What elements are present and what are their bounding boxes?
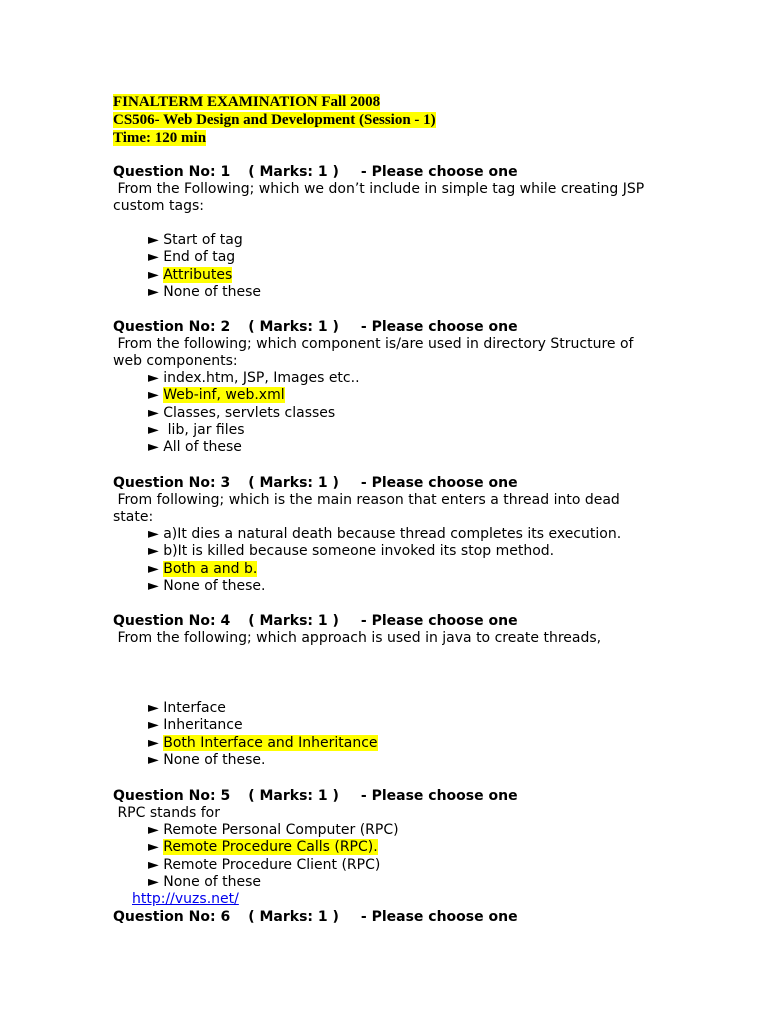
answer-option: ► Start of tag <box>148 232 243 248</box>
question-text: From the Following; which we don’t include in simple tag while creating JSP custom tags: <box>113 181 649 214</box>
question-number: Question No: 3 <box>113 475 231 491</box>
answer-option: ► Interface <box>148 700 226 716</box>
answer-options <box>148 370 673 456</box>
question-marks: ( Marks: 1 ) <box>248 909 339 925</box>
answer-option: ► lib, jar files <box>148 421 245 438</box>
question-heading <box>113 613 673 630</box>
question-6 <box>113 909 673 926</box>
question-5 <box>113 788 673 891</box>
question-heading <box>113 475 673 492</box>
question-2 <box>113 319 673 456</box>
question-instruction: - Please choose one <box>360 613 518 629</box>
question-heading <box>113 788 673 805</box>
question-number: Question No: 4 <box>113 613 231 629</box>
question-3 <box>113 475 673 595</box>
answer-option: ► a)It dies a natural death because thread completes its execution. <box>148 526 622 542</box>
source-link[interactable]: http://vuzs.net/ <box>132 891 239 907</box>
exam-header <box>113 93 436 147</box>
answer-option: ► End of tag <box>148 249 236 266</box>
answer-option: ► Remote Procedure Client (RPC) <box>148 856 381 873</box>
answer-options <box>148 700 673 769</box>
question-number: Question No: 6 <box>113 909 231 925</box>
question-text: From the following; which approach is used in java to create threads, <box>113 630 602 646</box>
answer-option: ► Classes, servlets classes <box>148 404 336 421</box>
answer-option: ► None of these. <box>148 751 266 768</box>
correct-answer-highlight: Web-inf, web.xml <box>163 387 285 404</box>
question-1 <box>113 164 673 301</box>
question-instruction: - Please choose one <box>360 909 518 925</box>
answer-option-correct: ► Attributes <box>148 266 233 283</box>
answer-option: ► None of these <box>148 873 262 890</box>
question-heading <box>113 164 673 181</box>
question-text: RPC stands for <box>113 805 220 821</box>
question-marks: ( Marks: 1 ) <box>248 613 339 629</box>
answer-option: ► index.htm, JSP, Images etc.. <box>148 370 360 386</box>
course-title: CS506- Web Design and Development (Session - 1) <box>113 112 436 128</box>
answer-option-correct: ► Both a and b. <box>148 560 258 577</box>
question-instruction: - Please choose one <box>360 475 518 491</box>
answer-option: ► b)It is killed because someone invoked its stop method. <box>148 543 555 560</box>
question-instruction: - Please choose one <box>360 319 518 335</box>
correct-answer-highlight: Both a and b. <box>163 560 258 577</box>
answer-options <box>148 526 673 595</box>
exam-time: Time: 120 min <box>113 130 207 146</box>
question-marks: ( Marks: 1 ) <box>248 319 339 335</box>
answer-options <box>148 822 673 891</box>
answer-option: ► None of these. <box>148 577 266 594</box>
answer-option-correct: ► Remote Procedure Calls (RPC). <box>148 839 378 856</box>
correct-answer-highlight: Both Interface and Inheritance <box>163 734 378 751</box>
question-marks: ( Marks: 1 ) <box>248 788 339 804</box>
question-text: From following; which is the main reason that enters a thread into dead state: <box>113 492 625 525</box>
answer-options <box>148 232 673 301</box>
question-number: Question No: 5 <box>113 788 231 804</box>
question-heading <box>113 909 673 926</box>
answer-option: ► None of these <box>148 283 262 300</box>
question-text: From the following; which component is/are used in directory Structure of web components: <box>113 336 638 369</box>
answer-option-correct: ► Web-inf, web.xml <box>148 387 285 404</box>
answer-option: ► All of these <box>148 439 242 456</box>
exam-title: FINALTERM EXAMINATION Fall 2008 <box>113 94 381 110</box>
question-instruction: - Please choose one <box>360 788 518 804</box>
question-number: Question No: 1 <box>113 164 231 180</box>
correct-answer-highlight: Remote Procedure Calls (RPC). <box>163 839 378 856</box>
question-number: Question No: 2 <box>113 319 231 335</box>
answer-option: ► Inheritance <box>148 717 243 734</box>
correct-answer-highlight: Attributes <box>163 266 233 283</box>
question-marks: ( Marks: 1 ) <box>248 475 339 491</box>
answer-option: ► Remote Personal Computer (RPC) <box>148 822 399 838</box>
question-heading <box>113 319 673 336</box>
question-instruction: - Please choose one <box>360 164 518 180</box>
answer-option-correct: ► Both Interface and Inheritance <box>148 734 378 751</box>
question-marks: ( Marks: 1 ) <box>248 164 339 180</box>
question-4 <box>113 613 673 769</box>
